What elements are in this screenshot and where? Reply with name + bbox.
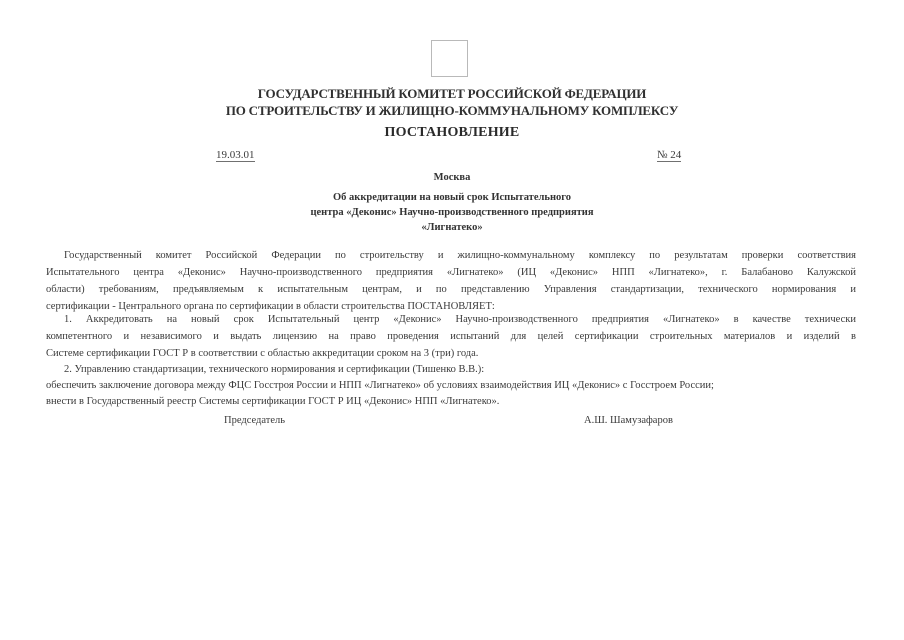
- body-paragraph-2-line-2: компетентного и независимого и выдать лицензию на право проведения испытаний для целей сертификации строительных материалов и изделий в: [46, 331, 856, 342]
- body-paragraph-1-line-1: Государственный комитет Российской Федерации по строительству и жилищно-коммунальному комплексу по результатам проверки соответствия: [64, 250, 856, 261]
- body-paragraph-3-line-1: 2. Управлению стандартизации, технического нормирования и сертификации (Тишенко В.В.):: [64, 364, 485, 375]
- document-city: Москва: [433, 172, 471, 183]
- body-paragraph-1-line-3: области) требованиям, предъявляемым к испытательным центрам, и по представлению Управления стандартизации, технического нормирования и: [46, 284, 856, 295]
- header-line-2: ПО СТРОИТЕЛЬСТВУ И ЖИЛИЩНО-КОММУНАЛЬНОМУ КОМПЛЕКСУ: [225, 103, 679, 118]
- document-date: 19.03.01: [216, 149, 255, 161]
- subject-line-1: Об аккредитации на новый срок Испытательного: [332, 192, 571, 203]
- subject-line-2: центра «Деконис» Научно-производственного предприятия: [310, 207, 594, 218]
- body-paragraph-1-line-2: Испытательного центра «Деконис» Научно-производственного предприятия «Лигнатеко» (ИЦ «Деконис» НПП «Лигнатеко», г. Балабаново Калужской: [46, 267, 856, 278]
- signature-role: Председатель: [224, 415, 286, 426]
- body-paragraph-3-line-3: внести в Государственный реестр Системы сертификации ГОСТ Р ИЦ «Деконис» НПП «Лигнатеко».: [46, 396, 500, 407]
- document-number: № 24: [657, 149, 682, 161]
- body-paragraph-2-line-1: 1. Аккредитовать на новый срок Испытательный центр «Деконис» Научно-производственного предприятия «Лигнатеко» в качестве технически: [64, 314, 856, 325]
- body-paragraph-3-line-2: обеспечить заключение договора между ФЦС Госстроя России и НПП «Лигнатеко» об условиях взаимодействия ИЦ «Деконис» с Госстроем России;: [46, 380, 714, 391]
- header-line-1: ГОСУДАРСТВЕННЫЙ КОМИТЕТ РОССИЙСКОЙ ФЕДЕРАЦИИ: [257, 86, 647, 101]
- document-type: ПОСТАНОВЛЕНИЕ: [384, 125, 520, 140]
- body-paragraph-2-line-3: Системе сертификации ГОСТ Р в соответствии с областью аккредитации сроком на 3 (три) года.: [46, 348, 479, 359]
- subject-line-3: «Лигнатеко»: [421, 222, 483, 233]
- emblem-placeholder: [431, 40, 468, 77]
- body-paragraph-1-line-4: сертификации - Центрального органа по сертификации в области строительства ПОСТАНОВЛЯЕТ:: [46, 301, 495, 312]
- signature-name: А.Ш. Шамузафаров: [584, 415, 673, 426]
